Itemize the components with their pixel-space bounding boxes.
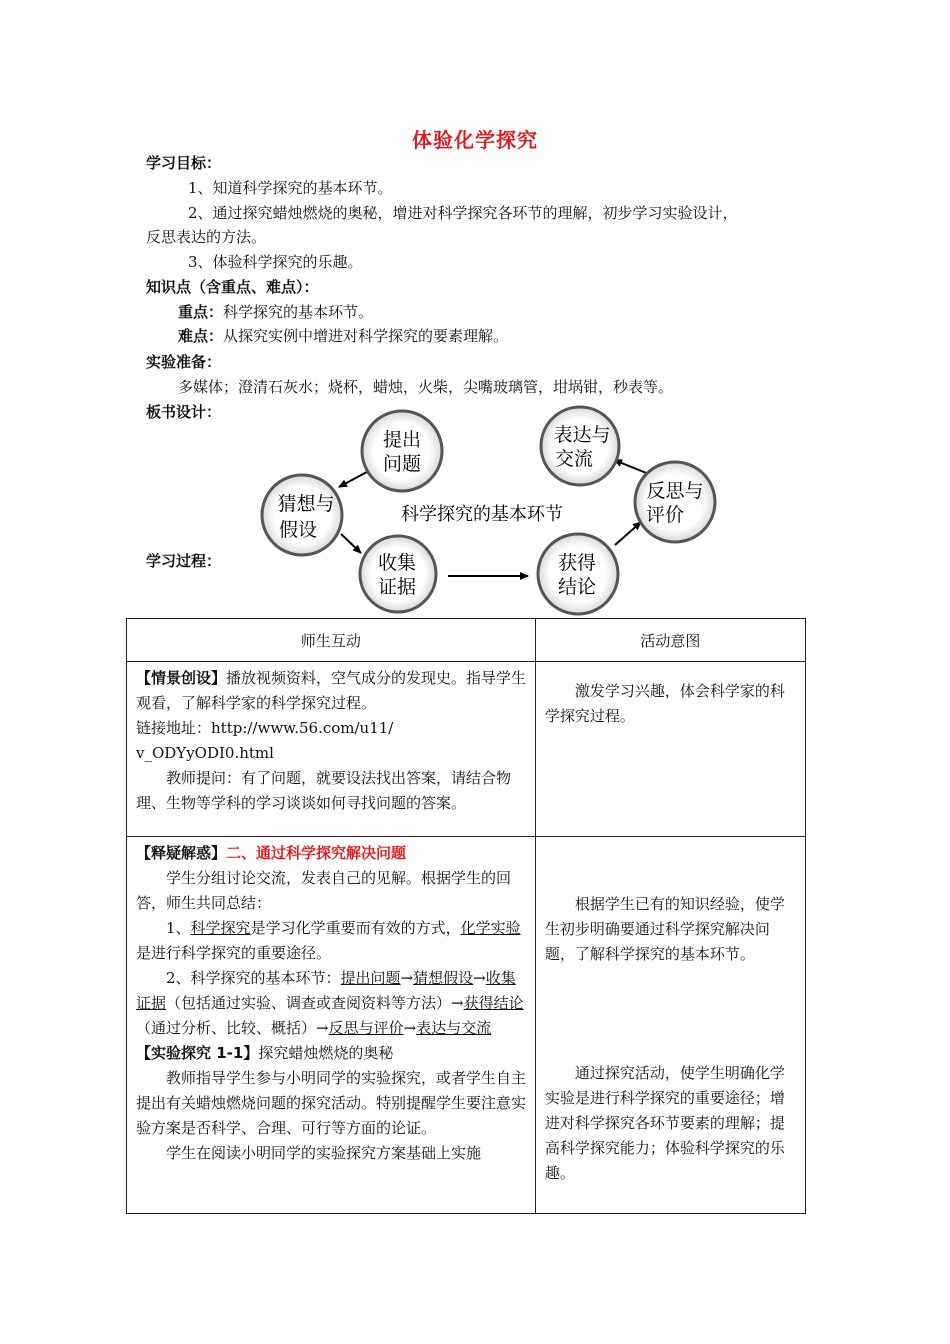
step: 猜想假设 [413,969,474,987]
node-label: 表达与 [553,424,611,446]
prep-text: 多媒体；澄清石灰水；烧杯，蜡烛，火柴，尖嘴玻璃管，坩埚钳，秒表等。 [178,378,674,396]
resolve-tag: 【释疑解惑】 [136,844,227,862]
difficult-label: 难点： [178,327,224,345]
row2-para: 教师指导学生参与小明同学的实验探究，或者学生自主提出有关蜡烛燃烧问题的探究活动。特别提醒学生要注意实验方案是否科学、合理、可行等方面的论证。 [136,1069,527,1137]
experiment-title [136,1041,527,1066]
arrow: → [400,969,414,987]
node-label: 证据 [377,576,417,598]
arrow: → [451,994,464,1012]
arrow: → [316,1019,329,1037]
text: 是学习化学重要而有效的方式， [250,919,461,937]
row2-para [136,966,527,1041]
node-label: 结论 [557,576,597,598]
text: 2、科学探究的基本环节： [166,969,341,987]
node-circle-guess [262,475,342,555]
text: 探究蜡烛燃烧的奥秘 [258,1044,394,1062]
scene-tag: 【情景创设】 [136,669,227,687]
node-circle-ask [362,411,442,491]
node-circle-reflect [635,462,715,542]
node-label: 交流 [554,448,594,470]
text: 是进行科学探究的重要途径。 [136,944,332,962]
step: 反思与评价 [328,1019,404,1037]
teacher-question: 教师提问：有了问题，就要设法找出答案，请结合物理、生物等学科的学习谈谈如何寻找问题的答案。 [136,769,512,812]
node-circle-collect [360,536,436,612]
inquiry-cycle-diagram [0,0,950,620]
arrow-reflect-to-express [614,460,649,474]
row2-intent: 通过探究活动，使学生明确化学实验是进行科学探究的重要途径；增进对科学探究各环节要素的理解；提高科学探究能力；体验科学探究的乐趣。 [544,1064,785,1182]
objective-item: 3、体验科学探究的乐趣。 [188,253,363,271]
arrow-guess-to-collect [341,534,361,553]
difficult-text: 从探究实例中增进对科学探究的要素理解。 [223,327,509,345]
objectives-heading: 学习目标： [146,154,222,172]
prep-heading: 实验准备： [146,353,222,371]
step: 获得结论 [463,994,524,1012]
objective-item: 1、知道科学探究的基本环节。 [188,179,393,197]
board-heading: 板书设计： [146,403,222,421]
underlined-term: 科学探究 [190,919,251,937]
arrow: → [473,969,486,987]
lesson-table [126,618,806,1214]
section-title: 二、通过科学探究解决问题 [226,844,407,862]
row2-para: 学生分组讨论交流，发表自己的见解。根据学生的回答，师生共同总结： [136,869,512,912]
objective-item: 反思表达的方法。 [146,228,267,246]
key-text: 科学探究的基本环节。 [223,303,374,321]
node-label: 假设 [278,519,318,541]
row2-para: 学生在阅读小明同学的实验探究方案基础上实施 [166,1144,482,1162]
underlined-term: 化学实验 [460,919,521,937]
node-circle-express [541,407,619,485]
node-label: 评价 [645,504,685,526]
process-heading: 学习过程： [146,552,222,570]
text: （包括通过实验、调查或查阅资料等方法） [166,994,452,1012]
row1-text: 播放视频资料，空气成分的发现史。指导学生观看，了解科学家的科学探究过程。 [136,669,527,712]
arrow: → [403,1019,417,1037]
node-label: 问题 [382,453,422,475]
knowledge-heading: 知识点（含重点、难点）： [146,278,319,296]
key-label: 重点： [178,303,224,321]
text: 1、 [166,919,191,937]
row2-title [136,841,527,866]
row2-intent: 根据学生已有的知识经验，使学生初步明确要通过科学探究解决问题，了解科学探究的基本环节。 [544,895,785,963]
node-label: 提出 [382,429,422,451]
row1-intent: 激发学习兴趣，体会科学家的科学探究过程。 [544,682,785,725]
row1-right [535,662,805,837]
text: （通过分析、比较、概括） [136,1019,317,1037]
objective-item: 2、通过探究蜡烛燃烧的奥秘，增进对科学探究各环节的理解，初步学习实验设计， [188,204,738,222]
diagram-center-label: 科学探究的基本环节 [401,504,563,525]
node-label: 反思与 [646,480,704,502]
experiment-tag: 【实验探究 1-1】 [136,1044,259,1062]
step: 提出问题 [340,969,401,987]
step: 表达与交流 [416,1019,492,1037]
link-line-rest: v_ODYyODI0.html [136,744,274,762]
row2-para [136,916,527,966]
node-label: 猜想与 [277,493,335,515]
step: 收集证据 [136,969,516,1012]
row2-left [127,837,536,1214]
row1-left [127,662,536,837]
row2-right [535,837,805,1214]
link-line: 链接地址：http://www.56.com/u11/ [136,719,394,737]
row1-para [136,666,527,716]
table-header: 师生互动 [127,619,536,662]
table-header: 活动意图 [535,619,805,662]
node-label: 收集 [377,552,417,574]
arrow-conclude-to-reflect [615,522,641,545]
node-label: 获得 [557,552,597,574]
node-circle-conclude [538,534,618,614]
page-title: 体验化学探究 [412,128,538,152]
